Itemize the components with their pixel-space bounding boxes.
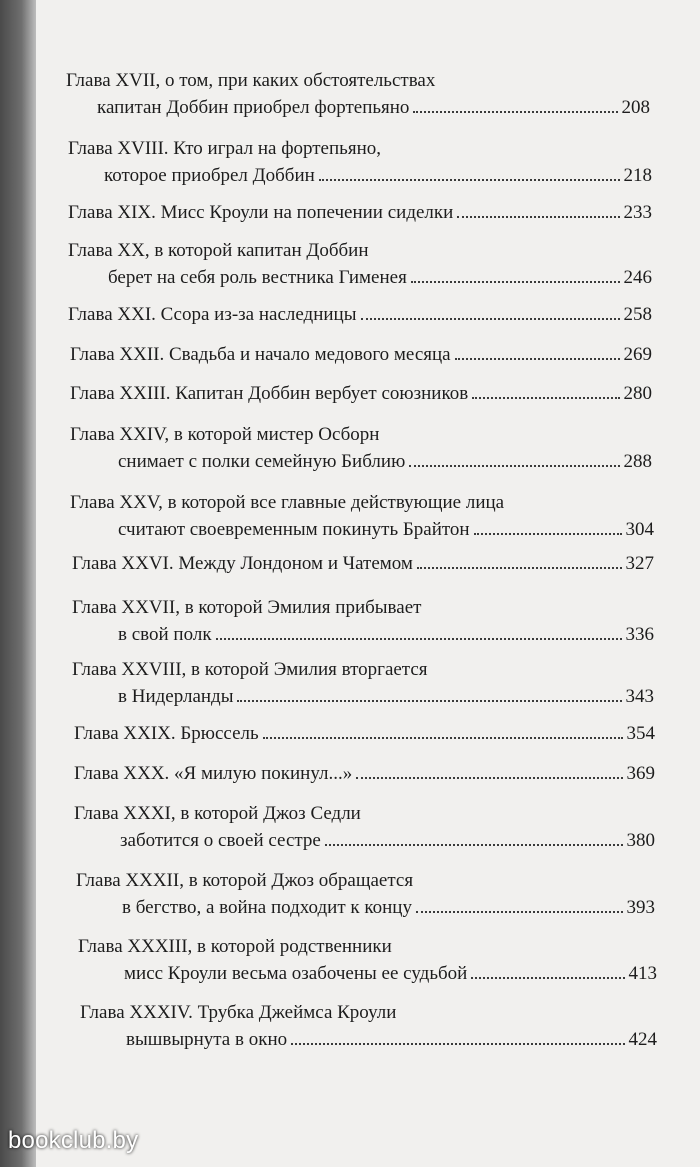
dot-leader <box>472 397 619 399</box>
toc-entry-leader-line <box>104 165 652 187</box>
toc-entry-page-number: 380 <box>626 830 655 851</box>
toc-entry-page-number: 343 <box>625 686 654 707</box>
toc-entry-leader-line <box>74 723 655 745</box>
toc-entry-title-line: Глава XXVIII, в которой Эмилия вторгается <box>72 659 428 680</box>
dot-leader <box>455 358 620 360</box>
toc-entry-page-number: 327 <box>625 553 654 574</box>
toc-entry-page-number: 269 <box>623 344 652 365</box>
toc-entry-title: которое приобрел Доббин <box>104 165 315 186</box>
toc-entry-title-line: Глава XXVII, в которой Эмилия прибывает <box>72 597 422 618</box>
toc-entry-title: капитан Доббин приобрел фортепьяно <box>97 97 410 118</box>
toc-entry-title: снимает с полки семейную Библию <box>118 451 406 472</box>
dot-leader <box>325 844 623 846</box>
toc-entry-page-number: 393 <box>626 897 655 918</box>
dot-leader <box>291 1043 624 1045</box>
toc-entry-page-number: 369 <box>626 763 655 784</box>
toc-entry-page-number: 336 <box>625 624 654 645</box>
toc-entry-leader-line <box>108 267 652 289</box>
toc-entry-leader-line <box>120 830 655 852</box>
dot-leader <box>411 281 620 283</box>
dot-leader <box>474 533 622 535</box>
toc-entry-page-number: 288 <box>623 451 652 472</box>
toc-entry-leader-line <box>126 1029 657 1051</box>
dot-leader <box>216 638 622 640</box>
toc-entry-leader-line <box>118 624 654 646</box>
toc-entry-title-line: Глава XXXII, в которой Джоз обращается <box>76 870 414 891</box>
toc-entry-page-number: 413 <box>628 963 657 984</box>
toc-entry-title: Глава XXIX. Брюссель <box>74 723 259 744</box>
toc-entry-page-number: 354 <box>626 723 655 744</box>
dot-leader <box>237 700 621 702</box>
toc-entry-leader-line <box>70 383 652 405</box>
toc-entry-page-number: 280 <box>623 383 652 404</box>
watermark: bookclub.by <box>8 1127 139 1154</box>
toc-entry-title-line: Глава XXXIV. Трубка Джеймса Кроули <box>80 1002 397 1023</box>
toc-entry-title: Глава XXI. Ссора из-за наследницы <box>68 304 357 325</box>
toc-entry-leader-line <box>68 304 652 326</box>
toc-entry-title: мисс Кроули весьма озабочены ее судьбой <box>124 963 468 984</box>
toc-entry-title-line: Глава XXV, в которой все главные действующие лица <box>70 492 505 513</box>
toc-entry-leader-line <box>70 344 652 366</box>
dot-leader <box>457 216 619 218</box>
toc-entry-leader-line <box>124 963 657 985</box>
toc-entry-title: Глава XXIII. Капитан Доббин вербует союзников <box>70 383 469 404</box>
toc-entry-title-line: Глава XXXI, в которой Джоз Седли <box>74 803 361 824</box>
toc-entry-leader-line <box>72 553 654 575</box>
dot-leader <box>356 777 622 779</box>
toc-entry-leader-line <box>74 763 655 785</box>
dot-leader <box>413 111 617 113</box>
dot-leader <box>471 977 624 979</box>
dot-leader <box>416 911 623 913</box>
toc-entry-title: Глава XIX. Мисс Кроули на попечении сиделки <box>68 202 454 223</box>
toc-entry-title-line: Глава XVII, о том, при каких обстоятельствах <box>66 70 436 91</box>
toc-entry-leader-line <box>68 202 652 224</box>
toc-entry-title: берет на себя роль вестника Гименея <box>108 267 407 288</box>
toc-entry-title: Глава XXX. «Я милую покинул...» <box>74 763 353 784</box>
toc-entry-title: Глава XXII. Свадьба и начало медового месяца <box>70 344 451 365</box>
toc-entry-title: вышвырнута в окно <box>126 1029 288 1050</box>
toc-entry-page-number: 304 <box>625 519 654 540</box>
toc-entry-title: считают своевременным покинуть Брайтон <box>118 519 470 540</box>
toc-entry-page-number: 246 <box>623 267 652 288</box>
dot-leader <box>409 465 619 467</box>
toc-entry-title-line: Глава XVIII. Кто играл на фортепьяно, <box>68 138 381 159</box>
toc-entry-page-number: 424 <box>628 1029 657 1050</box>
toc-entry-page-number: 258 <box>623 304 652 325</box>
toc-entry-title: Глава XXVI. Между Лондоном и Чатемом <box>72 553 413 574</box>
dot-leader <box>263 737 623 739</box>
toc-entry-title: в свой полк <box>118 624 212 645</box>
toc-entry-title: в бегство, а война подходит к концу <box>122 897 412 918</box>
toc-entry-leader-line <box>118 519 654 541</box>
toc-entry-title-line: Глава XX, в которой капитан Доббин <box>68 240 369 261</box>
toc-entry-leader-line <box>122 897 655 919</box>
toc-entry-page-number: 218 <box>623 165 652 186</box>
dot-leader <box>361 318 620 320</box>
toc-entry-page-number: 208 <box>621 97 650 118</box>
toc-entry-title: в Нидерланды <box>118 686 234 707</box>
dot-leader <box>319 179 620 181</box>
toc-entry-page-number: 233 <box>623 202 652 223</box>
toc-entry-leader-line <box>97 97 650 119</box>
dot-leader <box>417 567 622 569</box>
toc-entry-leader-line <box>118 451 652 473</box>
toc-entry-title-line: Глава XXXIII, в которой родственники <box>78 936 392 957</box>
toc-entry-leader-line <box>118 686 654 708</box>
toc-entry-title: заботится о своей сестре <box>120 830 321 851</box>
toc-entry-title-line: Глава XXIV, в которой мистер Осборн <box>70 424 380 445</box>
